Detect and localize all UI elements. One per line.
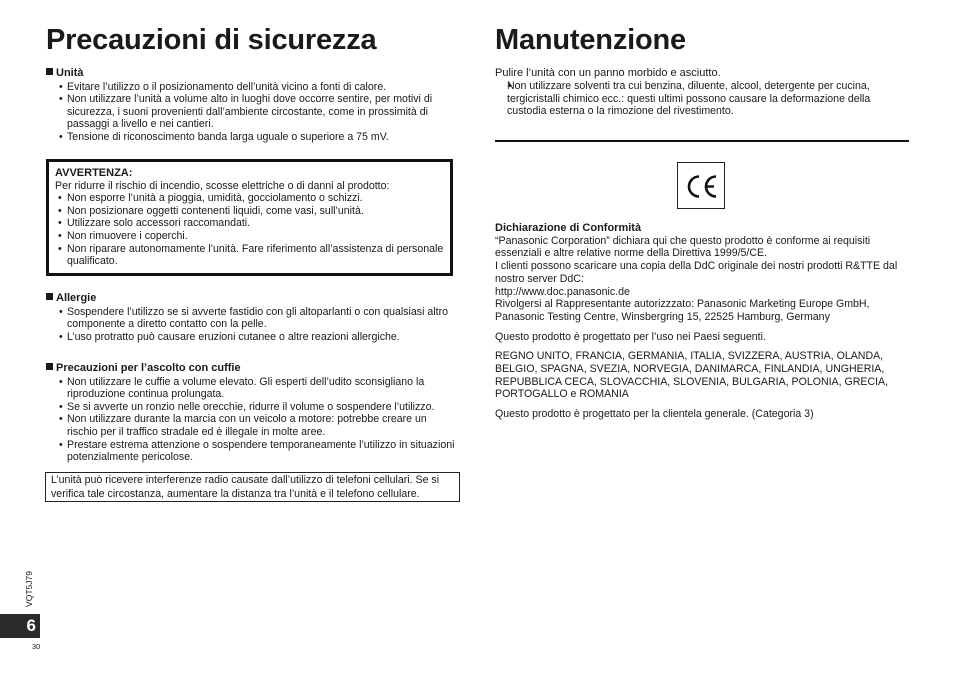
- list-item: • Non rimuovere i coperchi.: [55, 230, 444, 243]
- list-item: • Non riparare autonomamente l’unità. Fare riferimento all’assistenza di personale qualificato.: [55, 243, 444, 268]
- section-title: Allergie: [56, 292, 97, 304]
- divider: [495, 140, 909, 142]
- conformity-url[interactable]: http://www.doc.panasonic.de: [495, 285, 630, 298]
- section-heading-manutenzione: Manutenzione: [495, 24, 686, 56]
- conformity-title: Dichiarazione di Conformità: [495, 222, 642, 234]
- list-item: • Prestare estrema attenzione o sospendere temporaneamente l’utilizzo in situazioni potenzialmente pericolose.: [46, 439, 460, 464]
- bullet-list: [46, 306, 460, 344]
- ce-mark-icon: [685, 173, 719, 200]
- list-item: • Non utilizzare durante la marcia con un veicolo a motore: potrebbe creare un rischio per il traffico stradale ed è illegale in molte aree.: [46, 413, 460, 438]
- warning-box: [46, 159, 453, 276]
- notice-box: L’unità può ricevere interferenze radio causate dall’utilizzo di telefoni cellulari. Se si verifica tale circostanza, aumentare la distanza tra l’unità e il telefono cellulare.: [45, 472, 460, 502]
- bullet-list: [46, 376, 460, 464]
- conformity-p1: “Panasonic Corporation” dichiara qui che questo prodotto è conforme ai requisiti essenziali e altre relative norme della Direttiva 1999/5/CE.: [495, 234, 871, 260]
- maintenance-intro: Pulire l’unità con un panno morbido e asciutto.: [495, 67, 721, 79]
- list-item: • Non utilizzare solventi tra cui benzina, diluente, alcool, detergente per cucina, tergicristalli chimico ecc.: questi ultimi possono causare la deformazione della custodia esterna o la rimozione del rivestimento.: [495, 80, 909, 118]
- page-number: 6: [0, 614, 40, 638]
- bullet-list: [55, 192, 444, 268]
- conformity-section: [495, 222, 909, 421]
- section-title: Precauzioni per l’ascolto con cuffie: [56, 362, 241, 374]
- section-unita: [46, 67, 460, 144]
- sub-page-number: 30: [32, 642, 41, 651]
- list-item: • Non utilizzare l’unità a volume alto in luoghi dove occorre sentire, per motivi di sicurezza, i suoni provenienti dall’ambiente circostante, come in prossimità di passaggi a livello e nei cantieri.: [46, 93, 460, 131]
- conformity-p3: Rivolgersi al Rappresentante autorizzzato: Panasonic Marketing Europe GmbH, Panasonic Testing Centre, Winsbergring 15, 22525 Hamburg, Germany: [495, 298, 870, 323]
- list-item: • Non esporre l’unità a pioggia, umidità, gocciolamento o schizzi.: [55, 192, 444, 205]
- square-bullet-icon: [46, 293, 53, 300]
- section-allergie: [46, 292, 460, 343]
- conformity-p2: I clienti possono scaricare una copia della DdC originale dei nostri prodotti R&TTE dal nostro server DdC:: [495, 260, 898, 285]
- square-bullet-icon: [46, 363, 53, 370]
- list-item: • Utilizzare solo accessori raccomandati.: [55, 217, 444, 230]
- list-item: • L’uso protratto può causare eruzioni cutanee o altre reazioni allergiche.: [46, 331, 460, 344]
- conformity-p5: Questo prodotto è progettato per la clientela generale. (Categoria 3): [495, 408, 814, 421]
- square-bullet-icon: [46, 68, 53, 75]
- warning-title: AVVERTENZA:: [55, 167, 133, 179]
- bullet-list: [495, 80, 909, 118]
- conformity-p4: Questo prodotto è progettato per l’uso nei Paesi seguenti.: [495, 330, 766, 343]
- list-item: • Evitare l’utilizzo o il posizionamento dell’unità vicino a fonti di calore.: [46, 81, 460, 94]
- section-title: Unità: [56, 67, 84, 79]
- warning-intro: Per ridurre il rischio di incendio, scosse elettriche o di danni al prodotto:: [55, 179, 390, 192]
- section-cuffie: [46, 362, 460, 464]
- document-code: VQT5J79: [23, 571, 34, 607]
- list-item: • Tensione di riconoscimento banda larga uguale o superiore a 75 mV.: [46, 131, 460, 144]
- country-list: REGNO UNITO, FRANCIA, GERMANIA, ITALIA, SVIZZERA, AUSTRIA, OLANDA, BELGIO, SPAGNA, SVEZIA, NORVEGIA, DANIMARCA, FINLANDIA, UNGHERIA, REPUBBLICA CECA, SLOVACCHIA, SLOVENIA, BULGARIA, POLONIA, GRECIA, PORTOGALLO e ROMANIA: [495, 350, 889, 401]
- list-item: • Sospendere l’utilizzo se si avverte fastidio con gli altoparlanti o con qualsiasi altro componente a diretto contatto con la pelle.: [46, 306, 460, 331]
- list-item: • Non posizionare oggetti contenenti liquidi, come vasi, sull’unità.: [55, 205, 444, 218]
- ce-mark: [677, 162, 725, 209]
- bullet-list: [46, 81, 460, 144]
- list-item: • Non utilizzare le cuffie a volume elevato. Gli esperti dell’udito sconsigliano la riproduzione continua prolungata.: [46, 376, 460, 401]
- list-item: • Se si avverte un ronzio nelle orecchie, ridurre il volume o sospendere l’utilizzo.: [46, 401, 460, 414]
- page-title: Precauzioni di sicurezza: [46, 24, 377, 56]
